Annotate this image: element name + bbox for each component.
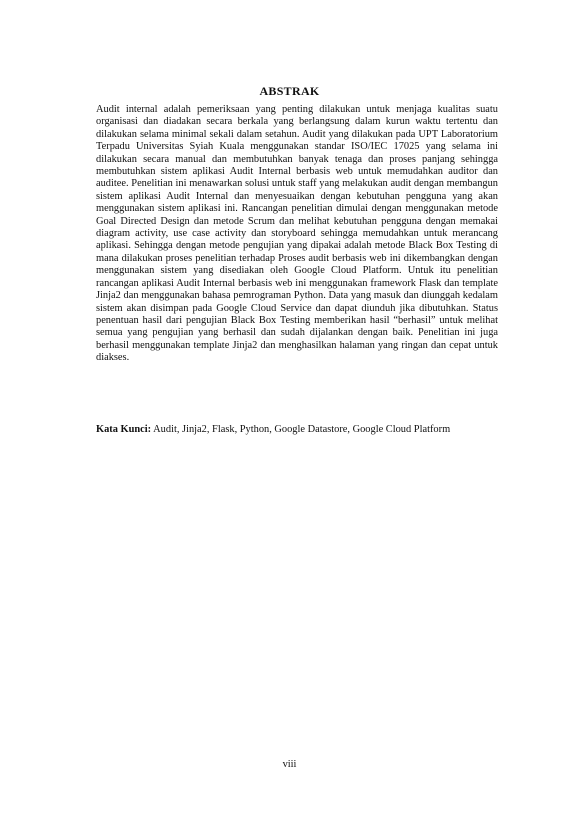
keywords-label: Kata Kunci: xyxy=(96,424,152,435)
keywords-line xyxy=(96,424,516,436)
keywords-value: Audit, Jinja2, Flask, Python, Google Datastore, Google Cloud Platform xyxy=(153,424,451,435)
abstract-title: ABSTRAK xyxy=(259,84,320,98)
page-number: viii xyxy=(282,759,297,770)
abstract-body: Audit internal adalah pemeriksaan yang penting dilakukan untuk menjaga kualitas suatu organisasi dan diadakan secara berkala yang berlangsung dalam kurun waktu tertentu dan dilakukan selama minimal sekali dalam setahun. Audit yang dilakukan pada UPT Laboratorium Terpadu Universitas Syiah Kuala menggunakan standar ISO/IEC 17025 yang selama ini dilakukan secara manual dan membutuhkan banyak tenaga dan proses panjang sehingga membutuhkan sistem aplikasi Audit Internal berbasis web untuk memudahkan auditor dan auditee. Penelitian ini menawarkan solusi untuk staff yang melakukan audit dengan membangun sistem aplikasi Audit Internal dan menyesuaikan dengan kebutuhan pengguna yang akan menggunakan sistem aplikasi ini. Rancangan penelitian dimulai dengan menggunakan metode Goal Directed Design dan metode Scrum dan melihat kebutuhan pengguna dengan memakai diagram activity, use case activity dan storyboard sehingga memudahkan untuk merancang aplikasi. Sehingga dengan metode pengujian yang dipakai adalah metode Black Box Testing di mana dilakukan proses penelitian terhadap Proses audit berbasis web ini dikembangkan dengan menggunakan sistem yang disediakan oleh Google Cloud Platform. Untuk itu penelitian rancangan aplikasi Audit Internal berbasis web ini menggunakan framework Flask dan template Jinja2 dan menggunakan bahasa pemrograman Python. Data yang masuk dan diunggah kedalam sistem akan disimpan pada Google Cloud Service dan dapat diunduh jika dibutuhkan. Status penentuan hasil dari pengujian Black Box Testing memberikan hasil “berhasil” untuk melihat semua yang pengujian yang berhasil dan sudah dijalankan dengan baik. Penelitian ini juga berhasil menggunakan template Jinja2 dan menghasilkan halaman yang ringan dan cepat untuk diakses. xyxy=(96,104,498,364)
